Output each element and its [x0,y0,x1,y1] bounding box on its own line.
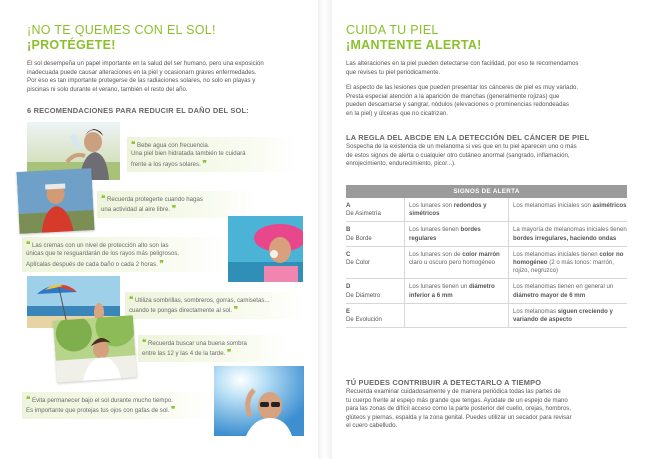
photo-shade [53,315,137,382]
abcde-title: LA REGLA DEL ABCDE EN LA DETECCIÓN DEL CÁNCER DE PIEL [346,133,590,142]
table-row-e: E De Evolución Los melanomas siguen creciendo y variando de aspecto [346,304,627,328]
tip-5: ❝ Recuerda buscar una buena sombra entre las 12 y las 4 de la tarde. ❞ [138,335,288,362]
table-header: SIGNOS DE ALERTA [346,185,627,198]
tip-3: ❝ Las cremas con un nivel de protección alto son las únicas que te resguardarán de los rayos más peligrosos. Aplícalas después de cada baño o cada 2 horas. ❞ [22,237,227,272]
table-row-b: B De Borde Los lunares tienen bordes regulares La mayoría de melanomas iniciales tienen bordes irregulares, haciendo ondas [346,222,627,246]
table-row-a: A De Asimetría Los lunares son redondos y simétricos Los melanomas iniciales son asimétricos [346,198,627,222]
recommendations-title: 6 RECOMENDACIONES PARA REDUCIR EL DAÑO DEL SOL: [27,106,249,115]
left-heading-2: ¡PROTÉGETE! [27,38,116,52]
left-page [0,0,318,459]
tip-6: ❝ Evita permanecer bajo el sol durante mucho tiempo. Es importante que protejas tus ojos con gafas de sol. ❞ [22,392,212,419]
tip-2: ❝ Recuerda protegerte cuando hagas una actividad al aire libre. ❞ [97,191,257,218]
right-intro: Las alteraciones en la piel pueden detectarse con facilidad, por eso te recomendamos que revises tu piel periódicamente. [346,60,579,76]
contribute-paragraph: Recuerda examinar cuidadosamente y de manera periódica todas las partes de tu cuerpo frente al espejo más grande que tengas. Ayúdate de un espejo de mano para las zonas de difícil acceso como la parte posterior del cuello, orejas, hombros, glúteos y piernas, espalda y la zona genital. Puedes utilizar un secador para revisar el cuero cabelludo. [346,388,572,430]
photo-outdoor-activity [16,168,94,234]
photo-sunscreen [228,216,303,282]
tip-1: ❝ Bebe agua con frecuencia. Una piel bien hidratada también te cuidará frente a los rayos solares. ❞ [127,137,297,172]
open-quote-icon: ❝ [131,139,136,149]
left-heading-1: ¡NO TE QUEMES CON EL SOL! [27,23,216,37]
left-intro: El sol desempeña un papel importante en la salud del ser humano, pero una exposición inadecuada puede causar alteraciones en la piel y ocasionarn graves enfermedades. Por eso es tan importante protegerse de las radiaciones solares, no solo en playas y piscinas ni solo durante el verano, también el resto del año. [27,60,264,93]
tip-4: ❝ Utiliza sombrillas, sombreros, gorras, camisetas... cuando te pongas directamente al sol. ❞ [125,292,305,319]
right-heading-2: ¡MANTENTE ALERTA! [346,38,482,52]
abcde-description: Sospecha de la existencia de un melanoma si ves que en tu piel aparecen uno o más de estos signos de alerta o cualquier otro cutáneo anormal (sangrado, inflamación, enrojecimiento, endurecimiento, picor...). [346,143,577,168]
close-quote-icon: ❞ [202,157,207,168]
lesions-paragraph: El aspecto de las lesiones que pueden presentar los cánceres de piel es muy variado. Presta especial atención a la aparición de manchas (generalmente rojizas) que pueden descamarse y sangrar, nódulos (elevaciones o prominencias redondeadas en la piel) y úlceras que no cicatrizan. [346,84,579,117]
table-row-c: C De Color Los lunares son de color marrón claro u oscuro pero homogéneo Los melanomas iniciales tienen color no homogéneo (2 o más tonos: marrón, rojizo, negruzco) [346,247,627,280]
right-heading-1: CUIDA TU PIEL [346,23,439,37]
warning-signs-table [346,185,627,328]
contribute-title: TÚ PUEDES CONTRIBUIR A DETECTARLO A TIEMPO [346,378,542,387]
page-gutter [318,0,332,459]
photo-sunglasses [214,366,304,436]
table-row-d: D De Diámetro Los lunares tienen un diámetro inferior a 6 mm Los melanomas tienen en general un diámetro mayor de 6 mm [346,279,627,303]
